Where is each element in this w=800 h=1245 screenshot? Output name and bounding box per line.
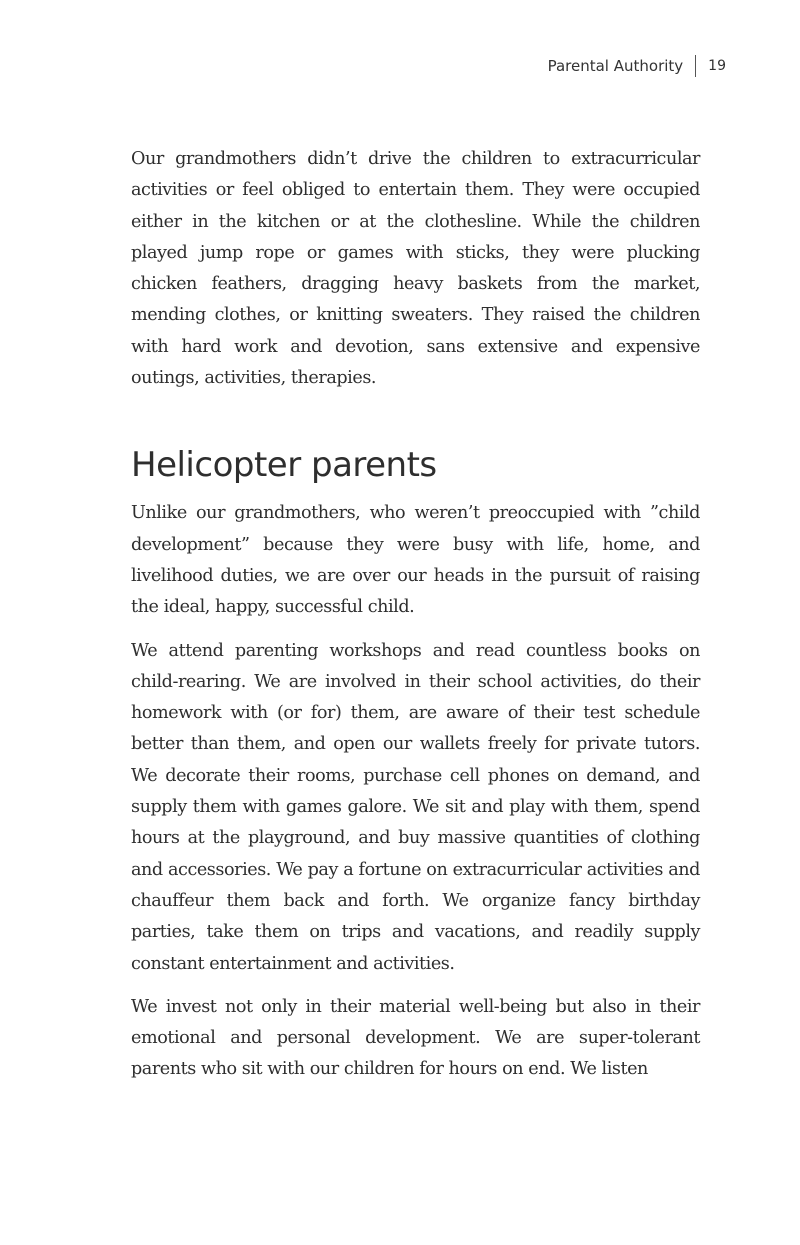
running-title: Parental Authority xyxy=(547,57,684,75)
section-heading: Helicopter parents xyxy=(131,445,437,486)
page-number: 19 xyxy=(708,58,726,74)
paragraph-4: We invest not only in their material well-being but also in their emotional and personal development. We are super-tolerant parents who sit with our children for hours on end. We listen xyxy=(131,996,700,1080)
running-header xyxy=(548,53,726,79)
paragraph-2: Unlike our grandmothers, who weren’t preoccupied with ”child development” because they were busy with life, home, and livelihood duties, we are over our heads in the pursuit of raising the ideal, happy, successful child. xyxy=(131,503,700,618)
paragraph-1: Our grandmothers didn’t drive the children to extracurricular activities or feel obliged to entertain them. They were occupied either in the kitchen or at the clothesline. While the children played jump rope or games with sticks, they were plucking chicken feathers, dragging heavy baskets from the market, mending clothes, or knitting sweaters. They raised the children with hard work and devotion, sans extensive and expensive outings, activities, therapies. xyxy=(131,149,700,389)
header-divider xyxy=(695,55,696,77)
page-body xyxy=(131,144,700,1098)
paragraph-3: We attend parenting workshops and read countless books on child-rearing. We are involved in their school activities, do their homework with (or for) them, are aware of their test schedule better than them, and open our wallets freely for private tutors. We decorate their rooms, purchase cell phones on demand, and supply them with games galore. We sit and play with them, spend hours at the playground, and buy massive quantities of clothing and accessories. We pay a fortune on extracurricular activities and chauffeur them back and forth. We organize fancy birthday parties, take them on trips and vacations, and readily supply constant entertainment and activities. xyxy=(131,640,700,974)
